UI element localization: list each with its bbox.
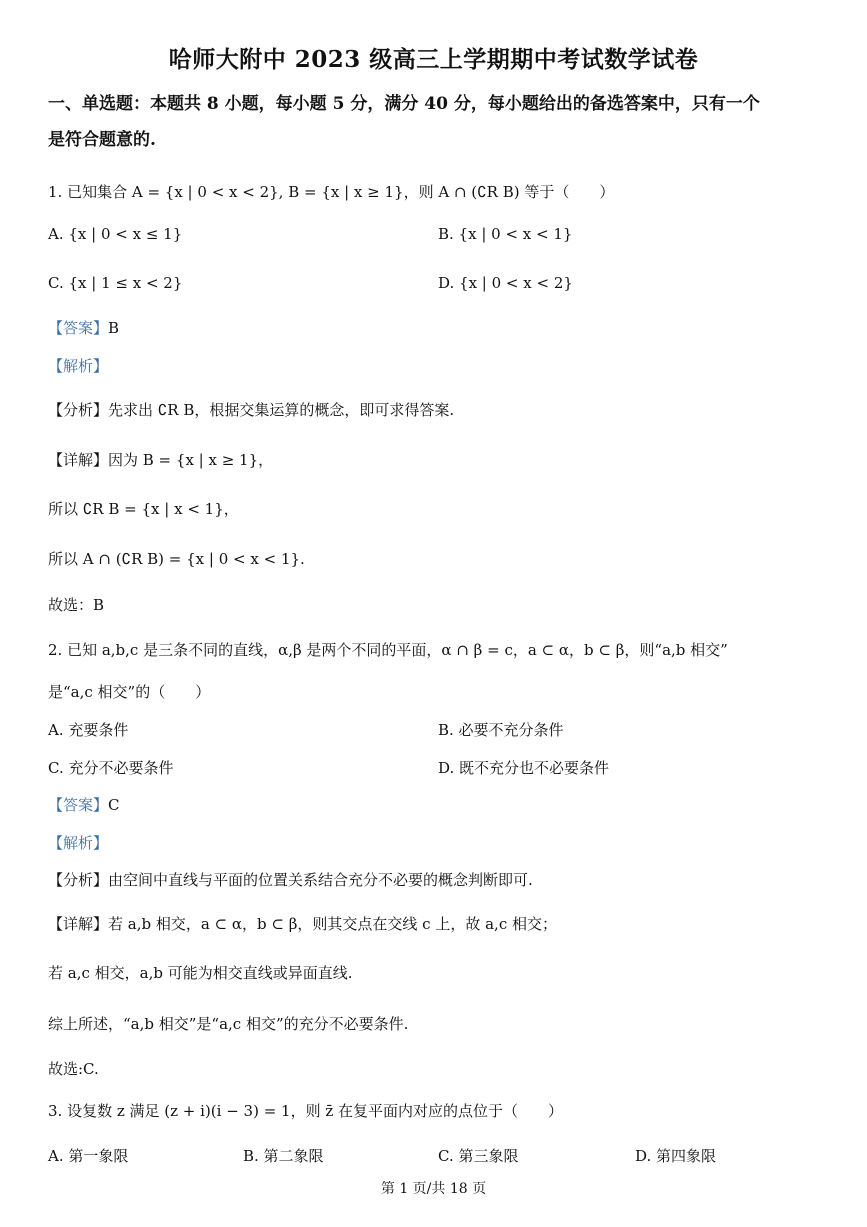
q2-fenxi: 【分析】由空间中直线与平面的位置关系结合充分不必要的概念判断即可.: [48, 871, 533, 889]
q2-detail-1: 【详解】若 a,b 相交，a ⊂ α，b ⊂ β，则其交点在交线 c 上，故 a,c 相交；: [48, 915, 557, 933]
q3-stem: 3. 设复数 z 满足 (z + i)(i − 3) = 1，则 z̄ 在复平面内对应的点位于（ ）: [48, 1102, 564, 1120]
q2-answer-value: C: [108, 796, 120, 814]
section-heading-line2: 是符合题意的.: [48, 130, 156, 150]
section-heading-line1: 一、单选题：本题共 8 小题，每小题 5 分，满分 40 分，每小题给出的备选答案中，只有一个: [48, 94, 760, 114]
answer-tag: 【答案】: [48, 319, 109, 337]
q1-option-b: B. {x | 0 < x < 1}: [438, 225, 573, 243]
q2-option-a: A. 充要条件: [48, 721, 129, 739]
q1-fenxi: 【分析】先求出 ∁R B，根据交集运算的概念，即可求得答案.: [48, 401, 455, 419]
q2-option-d: D. 既不充分也不必要条件: [438, 759, 610, 777]
q1-option-a: A. {x | 0 < x ≤ 1}: [48, 225, 183, 243]
q1-answer-value: B: [108, 319, 120, 337]
q3-option-b: B. 第二象限: [243, 1147, 324, 1165]
q2-stem-line2: 是“a,c 相交”的（ ）: [48, 683, 211, 701]
q1-analysis-tag: 【解析】: [48, 357, 109, 375]
q3-option-c: C. 第三象限: [438, 1147, 519, 1165]
q1-detail-2: 所以 ∁R B = {x | x < 1}，: [48, 500, 239, 518]
q1-answer-line: [48, 318, 119, 338]
q2-analysis-tag: 【解析】: [48, 834, 109, 852]
q1-detail-3: 所以 A ∩ (∁R B) = {x | 0 < x < 1}.: [48, 550, 305, 568]
page-footer: 第 1 页/共 18 页: [380, 1181, 487, 1197]
q2-answer-line: [48, 795, 120, 815]
q2-option-c: C. 充分不必要条件: [48, 759, 174, 777]
page-title: 哈师大附中 2023 级高三上学期期中考试数学试卷: [168, 46, 699, 73]
q2-detail-2: 若 a,c 相交，a,b 可能为相交直线或异面直线.: [48, 964, 353, 982]
answer-tag: 【答案】: [48, 796, 109, 814]
q2-choose: 故选:C.: [48, 1060, 99, 1078]
q3-option-a: A. 第一象限: [48, 1147, 129, 1165]
q1-stem: 1. 已知集合 A = {x | 0 < x < 2}, B = {x | x ≥ 1}，则 A ∩ (∁R B) 等于（ ）: [48, 183, 615, 201]
q1-choose: 故选：B: [48, 596, 105, 614]
q2-option-b: B. 必要不充分条件: [438, 721, 564, 739]
q2-detail-3: 综上所述，“a,b 相交”是“a,c 相交”的充分不必要条件.: [48, 1015, 409, 1033]
q1-detail-1: 【详解】因为 B = {x | x ≥ 1}，: [48, 451, 274, 469]
q1-option-c: C. {x | 1 ≤ x < 2}: [48, 274, 183, 292]
q3-option-d: D. 第四象限: [635, 1147, 717, 1165]
q1-option-d: D. {x | 0 < x < 2}: [438, 274, 573, 292]
q2-stem-line1: 2. 已知 a,b,c 是三条不同的直线，α,β 是两个不同的平面，α ∩ β = c，a ⊂ α，b ⊂ β，则“a,b 相交”: [48, 641, 728, 659]
